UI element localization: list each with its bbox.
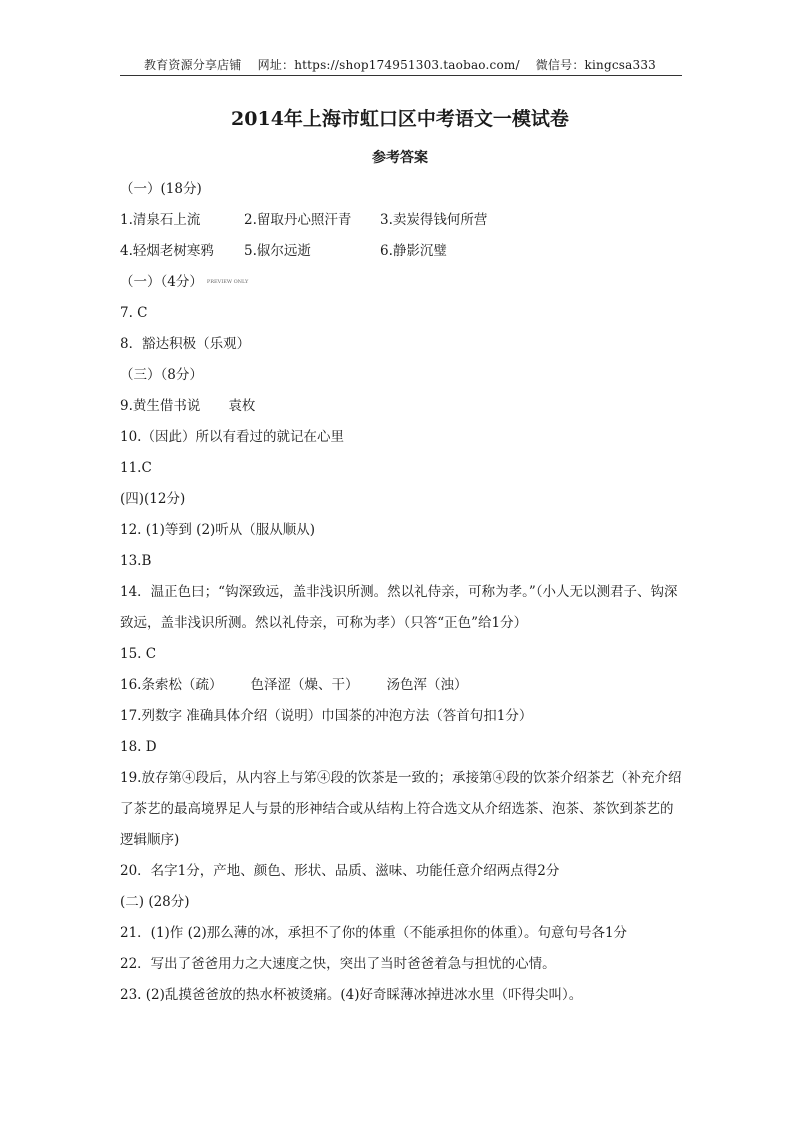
answer-item: 16.条索松（疏） [120,677,223,693]
answer-item: 色泽涩（燥、干） [250,677,359,693]
answer-item: 22．写出了爸爸用力之大速度之快，突出了当时爸爸着急与担忧的心情。 [120,956,556,972]
answer-list [120,174,685,1011]
answer-item: 11.C [120,460,152,476]
answer-item: 17.列数字 准确具体介绍（说明）巾国茶的冲泡方法（答首句扣1分） [120,708,533,724]
answer-item: 5.俶尔远逝 [244,243,311,259]
section-heading: (二) (28分) [120,894,190,910]
answer-item: 3.卖炭得钱何所营 [380,212,488,228]
answer-item: 2.留取丹心照汗青 [244,212,352,228]
tiny-mark: PREVIEW ONLY [206,279,249,285]
section-heading-text: （一）（4分） [120,274,203,290]
answer-item: 袁枚 [228,398,256,414]
header-divider [120,75,682,76]
answer-item: 13.B [120,553,152,569]
answer-item: 7. C [120,305,148,321]
answer-row [120,205,685,236]
header-shop: 教育资源分享店铺 [143,58,242,72]
answer-item: 1.清泉石上流 [120,212,201,228]
answer-item: 6.静影沉璧 [380,243,447,259]
answer-item: 9.黄生借书说 [120,398,201,414]
header-url: 网址：https://shop174951303.taobao.com/ [257,58,520,72]
answer-row [120,236,685,267]
answer-item: 23. (2)乱摸爸爸放的热水杯被烫痛。(4)好奇睬薄冰掉进冰水里（吓得尖叫）。 [120,987,583,1003]
answer-item: 12. (1)等到 (2)听从（服从顺从) [120,522,316,538]
answer-item: 4.轻烟老树寒鸦 [120,243,214,259]
header-wechat: 微信号：kingcsa333 [535,58,656,72]
answer-item: 19.放存第④段后，从内容上与笫④段的饮茶是一致的；承接第④段的饮茶介绍茶艺（补充介绍了茶艺的最高境界足人与景的形神结合或从结构上符合选文从介绍选茶、泡茶、茶饮到茶艺的逻辑顺序) [120,770,682,848]
answer-row [120,391,685,422]
answer-item: 15. C [120,646,157,662]
document-subtitle: 参考答案 [372,150,428,166]
answer-item: 10.（因此）所以有看过的就记在心里 [120,429,344,445]
section-heading: (四)(12分) [120,491,186,507]
page-header [120,56,680,73]
section-heading [120,267,685,298]
document-title: 2014年上海市虹口区中考语文一模试卷 [231,108,569,130]
answer-item: 汤色浑（浊） [386,677,468,693]
answer-row [120,670,685,701]
answer-item: 14．温正色曰；“钩深致远，盖非浅识所测。然以礼侍亲，可称为孝。”（小人无以测君子、钩深致远，盖非浅识所测。然以礼侍亲，可称为孝）（只答“正色”给1分） [120,584,678,631]
answer-item: 18. D [120,739,157,755]
answer-item: 20．名字1分，产地、颜色、形状、品质、滋味、功能任意介绍两点得2分 [120,863,560,879]
answer-item: 21．(1)作 (2)那么薄的冰，承担不了你的体重（不能承担你的体重）。句意句号各1分 [120,925,628,941]
section-heading: （一）(18分) [120,181,202,197]
section-heading: （三）（8分） [120,367,203,383]
answer-item: 8．豁达积极（乐观） [120,336,251,352]
